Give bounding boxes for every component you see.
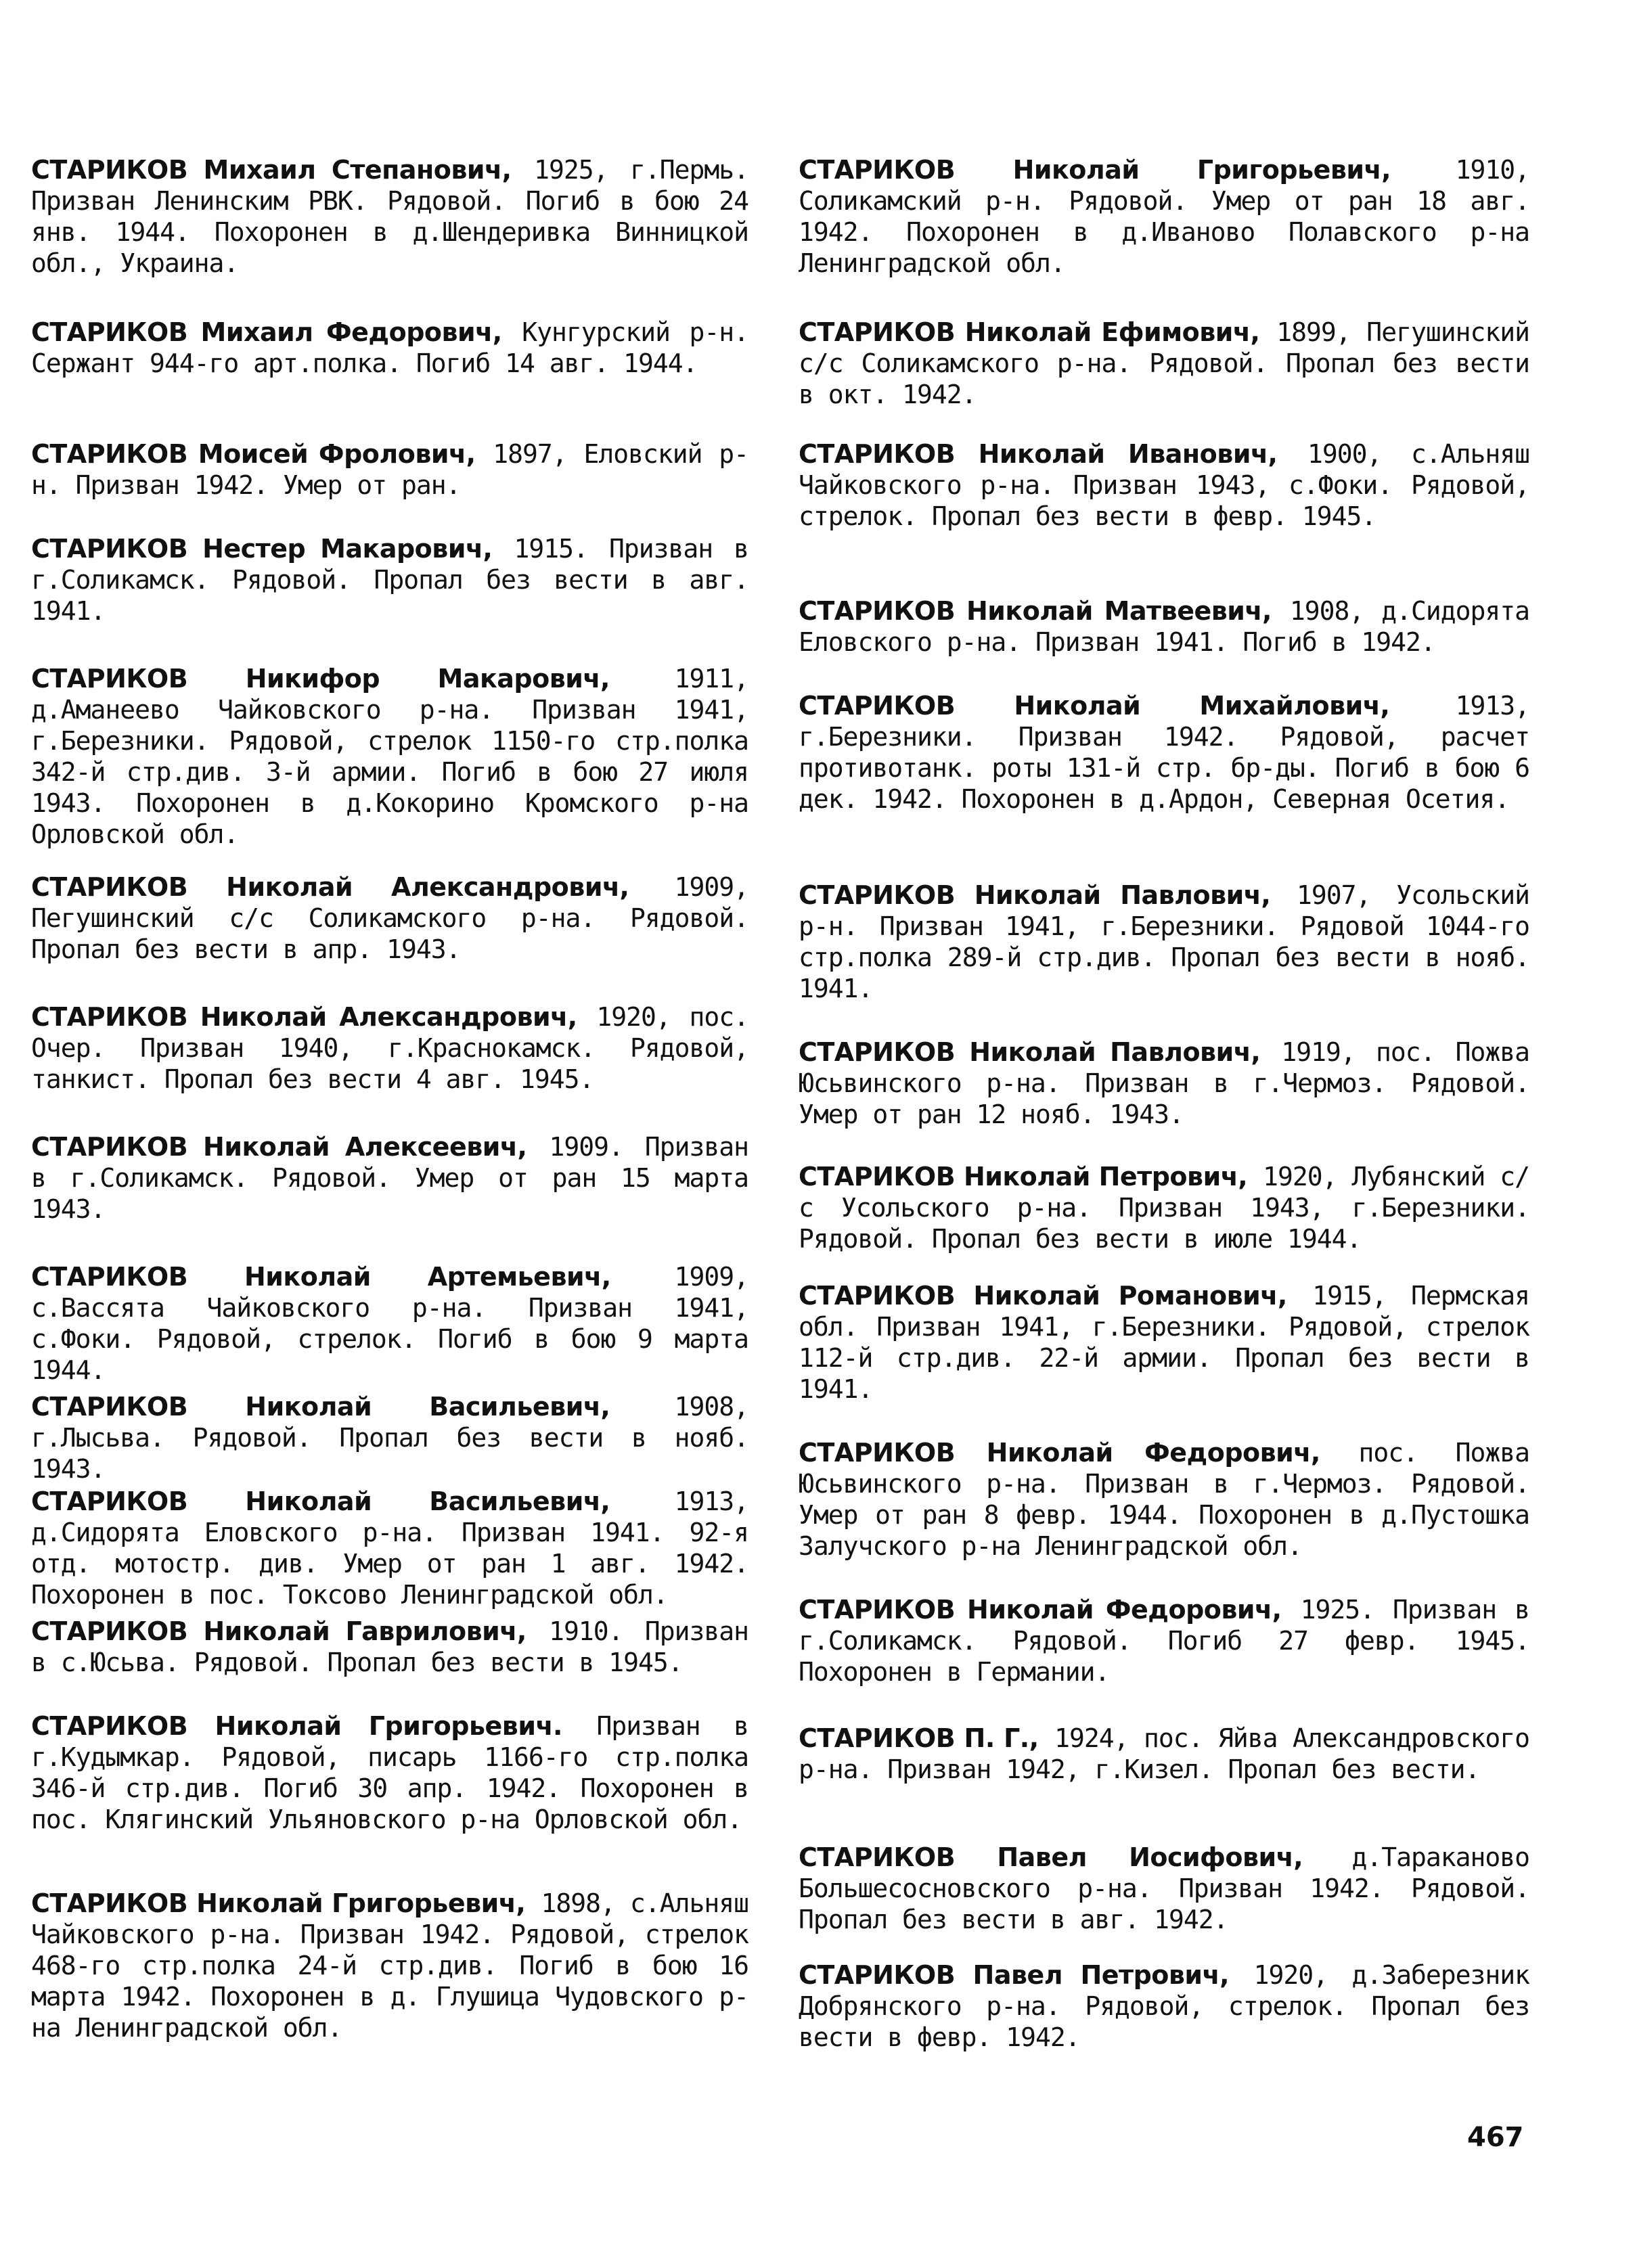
entry-text: 1909, Пегушинский с/с Соликамского р-на. Рядовой. Пропал без вести в апр. 1943. <box>31 872 748 964</box>
entry-text: 1897, Еловский р-н. Призван 1942. Умер от ран. <box>31 439 748 500</box>
entry-text: пос. Пожва Юсьвинского р-на. Призван в г.Чермоз. Рядовой. Умер от ран 8 февр. 1944. Похоронен в д.Пустошка Залучского р-на Ленинградской обл. <box>799 1438 1529 1561</box>
entry-name: СТАРИКОВ Николай Павлович, <box>799 880 1271 910</box>
entry-name: СТАРИКОВ Николай Павлович, <box>799 1037 1261 1067</box>
entry <box>31 154 748 279</box>
entry <box>799 595 1529 658</box>
entry-name: СТАРИКОВ Николай Артемьевич, <box>31 1262 611 1292</box>
entry <box>799 1842 1529 1935</box>
entry <box>31 1486 748 1610</box>
entry <box>799 1959 1529 2053</box>
entry <box>31 1391 748 1484</box>
entry-text: 1920, пос. Очер. Призван 1940, г.Краснокамск. Рядовой, танкист. Пропал без вести 4 авг. 1945. <box>31 1002 748 1094</box>
entry-text: 1919, пос. Пожва Юсьвинского р-на. Призван в г.Чермоз. Рядовой. Умер от ран 12 нояб. 1943. <box>799 1037 1529 1129</box>
entry-text: 1913, г.Березники. Призван 1942. Рядовой, расчет противотанк. роты 131-й стр. бр-ды. Погиб в бою 6 дек. 1942. Похоронен в д.Ардон, Северная Осетия. <box>799 691 1529 814</box>
entry-name: СТАРИКОВ Николай Михайлович, <box>799 691 1390 721</box>
entry-text: 1910, Соликамский р-н. Рядовой. Умер от ран 18 авг. 1942. Похоронен в д.Иваново Полавского р-на Ленинградской обл. <box>799 155 1529 278</box>
entry <box>31 317 748 379</box>
entry-text: 1911, д.Аманеево Чайковского р-на. Призван 1941, г.Березники. Рядовой, стрелок 1150-го стр.полка 342-й стр.див. 3-й армии. Погиб в бою 27 июля 1943. Похоронен в д.Кокорино Кромского р-на Орловской обл. <box>31 664 748 849</box>
entry <box>31 871 748 965</box>
entry-name: СТАРИКОВ Павел Петрович, <box>799 1960 1230 1990</box>
entry <box>31 438 748 501</box>
entry-text: 1907, Усольский р-н. Призван 1941, г.Березники. Рядовой 1044-го стр.полка 289-й стр.див. Пропал без вести в нояб. 1941. <box>799 880 1529 1003</box>
entry-text: 1909. Призван в г.Соликамск. Рядовой. Умер от ран 15 марта 1943. <box>31 1132 748 1224</box>
entry-text: 1910. Призван в с.Юсьва. Рядовой. Пропал без вести в 1945. <box>31 1616 748 1677</box>
entry <box>799 1594 1529 1687</box>
entry-text: Призван в г.Кудымкар. Рядовой, писарь 1166-го стр.полка 346-й стр.див. Погиб 30 апр. 1942. Похоронен в пос. Клягинский Ульяновского р-на Орловской обл. <box>31 1711 748 1834</box>
entry-name: СТАРИКОВ Николай Гаврилович, <box>31 1616 527 1646</box>
entry <box>799 438 1529 532</box>
entry <box>799 1437 1529 1562</box>
entry-name: СТАРИКОВ Николай Васильевич, <box>31 1487 610 1516</box>
entry <box>799 1723 1529 1785</box>
entry-text: 1899, Пегушинский с/с Соликамского р-на. Рядовой. Пропал без вести в окт. 1942. <box>799 317 1529 409</box>
entry-text: д.Тараканово Большесосновского р-на. Призван 1942. Рядовой. Пропал без вести в авг. 1942. <box>799 1842 1529 1934</box>
entry-name: СТАРИКОВ Николай Матвеевич, <box>799 596 1272 626</box>
entry-text: 1920, Лубянский с/с Усольского р-на. Призван 1943, г.Березники. Рядовой. Пропал без вести в июле 1944. <box>799 1162 1529 1254</box>
entry-name: СТАРИКОВ Николай Григорьевич, <box>31 1888 526 1918</box>
entry-text: 1915. Призван в г.Соликамск. Рядовой. Пропал без вести в авг. 1941. <box>31 534 748 626</box>
entry-name: СТАРИКОВ Николай Ефимович, <box>799 317 1260 347</box>
entry-name: СТАРИКОВ Нестер Макарович, <box>31 534 493 564</box>
entry-name: СТАРИКОВ Михаил Федорович, <box>31 317 502 347</box>
entry-name: СТАРИКОВ Николай Григорьевич, <box>799 155 1391 185</box>
entry <box>799 1280 1529 1405</box>
entry <box>799 880 1529 1004</box>
entry-text: 1898, с.Альняш Чайковского р-на. Призван 1942. Рядовой, стрелок 468-го стр.полка 24-й стр.див. Погиб в бою 16 марта 1942. Похоронен в д. Глушица Чудовского р-на Ленинградской обл. <box>31 1888 748 2043</box>
entry-name: СТАРИКОВ Николай Петрович, <box>799 1162 1248 1192</box>
entry-text: 1925, г.Пермь. Призван Ленинским РВК. Рядовой. Погиб в бою 24 янв. 1944. Похоронен в д.Шендеривка Винницкой обл., Украина. <box>31 155 748 278</box>
entry <box>31 533 748 627</box>
entry-name: СТАРИКОВ Николай Иванович, <box>799 439 1278 469</box>
entry <box>799 154 1529 279</box>
entry-text: 1920, д.Заберезник Добрянского р-на. Рядовой, стрелок. Пропал без вести в февр. 1942. <box>799 1960 1529 2052</box>
entry <box>799 1161 1529 1254</box>
entry-text: 1925. Призван в г.Соликамск. Рядовой. Погиб 27 февр. 1945. Похоронен в Германии. <box>799 1595 1530 1687</box>
entry <box>31 1261 748 1386</box>
entry-name: СТАРИКОВ Николай Романович, <box>799 1281 1287 1311</box>
entry-text: 1908, д.Сидорята Еловского р-на. Призван 1941. Погиб в 1942. <box>799 596 1530 657</box>
entry <box>31 1888 748 2043</box>
entry-name: СТАРИКОВ Николай Григорьевич. <box>31 1711 562 1741</box>
entry-text: 1909, с.Вассята Чайковского р-на. Призван 1941, с.Фоки. Рядовой, стрелок. Погиб в бою 9 марта 1944. <box>31 1262 748 1385</box>
entry-text: 1924, пос. Яйва Александровского р-на. Призван 1942, г.Кизел. Пропал без вести. <box>799 1723 1529 1784</box>
entry <box>31 663 748 850</box>
entry-name: СТАРИКОВ Моисей Фролович, <box>31 439 476 469</box>
entry-name: СТАРИКОВ Павел Иосифович, <box>799 1842 1303 1872</box>
entry <box>799 1037 1529 1130</box>
entry-name: СТАРИКОВ Николай Федорович, <box>799 1438 1320 1468</box>
entry-name: СТАРИКОВ П. Г., <box>799 1723 1039 1753</box>
entry-name: СТАРИКОВ Николай Алексеевич, <box>31 1132 527 1162</box>
entry-name: СТАРИКОВ Михаил Степанович, <box>31 155 512 185</box>
entry <box>799 690 1529 815</box>
entry-name: СТАРИКОВ Николай Васильевич, <box>31 1392 610 1422</box>
entry-text: 1915, Пермская обл. Призван 1941, г.Березники. Рядовой, стрелок 112-й стр.див. 22-й армии. Пропал без вести в 1941. <box>799 1281 1529 1404</box>
entry-text: 1900, с.Альняш Чайковского р-на. Призван 1943, с.Фоки. Рядовой, стрелок. Пропал без вести в февр. 1945. <box>799 439 1529 531</box>
entry <box>31 1710 748 1835</box>
entry <box>31 1616 748 1678</box>
entry <box>799 317 1529 410</box>
entry-text: 1913, д.Сидорята Еловского р-на. Призван 1941. 92-я отд. мотостр. див. Умер от ран 1 авг. 1942. Похоронен в пос. Токсово Ленинградской обл. <box>31 1487 748 1610</box>
entry <box>31 1001 748 1095</box>
entry-text: 1908, г.Лысьва. Рядовой. Пропал без вести в нояб. 1943. <box>31 1392 748 1484</box>
entry-name: СТАРИКОВ Никифор Макарович, <box>31 664 610 694</box>
entry-name: СТАРИКОВ Николай Федорович, <box>799 1595 1282 1625</box>
entry-text: Кунгурский р-н. Сержант 944-го арт.полка. Погиб 14 авг. 1944. <box>31 317 748 378</box>
entry-name: СТАРИКОВ Николай Александрович, <box>31 872 629 902</box>
page-number: 467 <box>1467 2122 1524 2153</box>
entry <box>31 1131 748 1225</box>
entry-name: СТАРИКОВ Николай Александрович, <box>31 1002 577 1032</box>
